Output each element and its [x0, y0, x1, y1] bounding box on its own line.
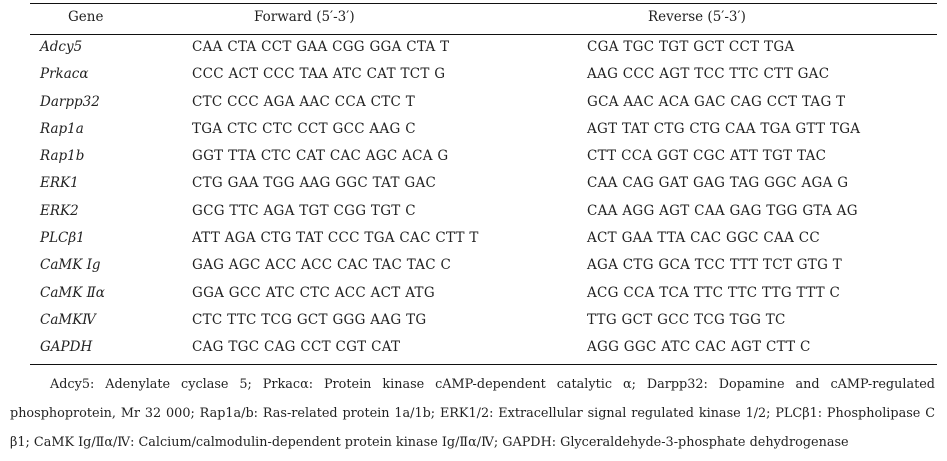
table-footnote: Adcy5: Adenylate cyclase 5; Prkacα: Protein kinase cAMP-dependent catalytic α; Darpp32: Dopamine and cAMP-regulated phosphoprotein, Mr 32 000; Rap1a/b: Ras-related protein 1a/1b; ERK1/2: Extracellular signal regulated kinase 1/2; PLCβ1: Phospholipase C β1; CaMK Ⅰg/Ⅱα/Ⅳ: Calcium/calmodulin-dependent protein kinase Ⅰg/Ⅱα/Ⅳ; GAPDH: Glyceraldehyde-3-phosphate dehydrogenase	[10, 377, 935, 450]
reverse-primer: AGT TAT CTG CTG CAA TGA GTT TGA	[587, 120, 861, 137]
reverse-primer: ACG CCA TCA TTC TTC TTG TTT C	[587, 284, 841, 301]
forward-primer: CAA CTA CCT GAA CGG GGA CTA T	[192, 39, 450, 55]
reverse-primer: GCA AAC ACA GAC CAG CCT TAG T	[587, 93, 846, 110]
table-row	[0, 282, 947, 309]
table-row	[0, 336, 947, 363]
forward-primer: ATT AGA CTG TAT CCC TGA CAC CTT T	[192, 230, 479, 247]
gene-name: Darpp32	[40, 93, 100, 110]
forward-primer: CCC ACT CCC TAA ATC CAT TCT G	[192, 66, 446, 83]
reverse-primer: ACT GAA TTA CAC GGC CAA CC	[587, 230, 820, 247]
table-row	[0, 36, 947, 63]
forward-primer: CTG GAA TGG AAG GGC TAT GAC	[192, 175, 437, 192]
gene-name: Rap1b	[40, 148, 85, 165]
gene-name: CaMKⅣ	[40, 311, 96, 328]
gene-name: ERK2	[40, 202, 79, 219]
table-header-row	[0, 9, 947, 31]
header-forward: Forward (5′-3′)	[254, 9, 355, 25]
forward-primer: GGT TTA CTC CAT CAC AGC ACA G	[192, 148, 449, 165]
forward-primer: GGA GCC ATC CTC ACC ACT ATG	[192, 284, 435, 301]
table-bottom-rule	[30, 364, 937, 365]
forward-primer: CAG TGC CAG CCT CGT CAT	[192, 339, 401, 356]
table-row	[0, 91, 947, 118]
reverse-primer: AGA CTG GCA TCC TTT TCT GTG T	[587, 257, 843, 274]
table-row	[0, 200, 947, 227]
gene-name: PLCβ1	[40, 230, 85, 247]
gene-name: GAPDH	[40, 339, 93, 356]
reverse-primer: CTT CCA GGT CGC ATT TGT TAC	[587, 148, 827, 165]
reverse-primer: AGG GGC ATC CAC AGT CTT C	[587, 339, 811, 356]
forward-primer: GAG AGC ACC ACC CAC TAC TAC C	[192, 257, 452, 274]
gene-name: CaMK Ⅰg	[40, 257, 101, 274]
gene-name: CaMK Ⅱα	[40, 284, 105, 301]
gene-name: Rap1a	[40, 120, 84, 137]
forward-primer: TGA CTC CTC CCT GCC AAG C	[192, 120, 416, 137]
header-gene: Gene	[68, 9, 104, 25]
table-row	[0, 254, 947, 281]
table-body	[0, 36, 947, 364]
reverse-primer: TTG GCT GCC TCG TGG TC	[587, 311, 786, 328]
header-reverse: Reverse (5′-3′)	[648, 9, 746, 25]
table-header-rule	[30, 34, 937, 35]
table-row	[0, 63, 947, 90]
forward-primer: CTC TTC TCG GCT GGG AAG TG	[192, 311, 427, 328]
reverse-primer: CAA CAG GAT GAG TAG GGC AGA G	[587, 175, 849, 192]
reverse-primer: CGA TGC TGT GCT CCT TGA	[587, 39, 795, 55]
gene-name: Prkacα	[40, 66, 89, 83]
reverse-primer: AAG CCC AGT TCC TTC CTT GAC	[587, 66, 830, 83]
reverse-primer: CAA AGG AGT CAA GAG TGG GTA AG	[587, 202, 858, 219]
table-top-rule	[30, 3, 937, 4]
forward-primer: GCG TTC AGA TGT CGG TGT C	[192, 202, 416, 219]
forward-primer: CTC CCC AGA AAC CCA CTC T	[192, 93, 416, 110]
gene-name: Adcy5	[40, 39, 83, 55]
gene-name: ERK1	[40, 175, 79, 192]
table-row	[0, 309, 947, 336]
table-row	[0, 145, 947, 172]
table-row	[0, 172, 947, 199]
table-row	[0, 118, 947, 145]
table-row	[0, 227, 947, 254]
